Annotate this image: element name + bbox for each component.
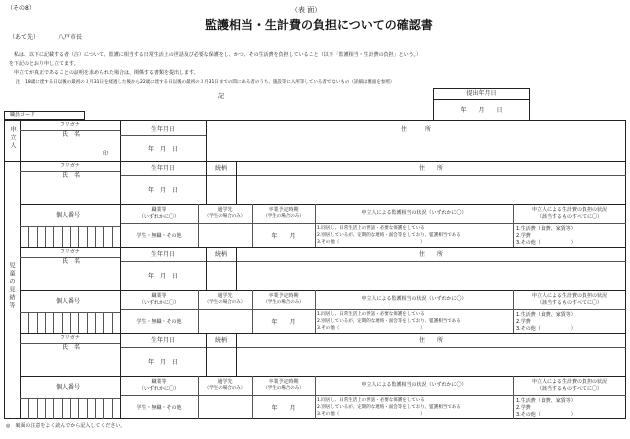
child-care-header: 申立人による監護相当の状況（いずれかに〇） bbox=[361, 382, 467, 388]
child-birth-header: 生年月日 bbox=[150, 337, 175, 344]
child-furigana-label: フリガナ bbox=[60, 335, 80, 341]
child-care-header: 申立人による監護相当の状況（いずれかに〇） bbox=[361, 296, 467, 302]
child-care-option[interactable]: 2.別居しているが、定期的な連絡・面会等をしており、監護相当である bbox=[317, 405, 461, 410]
child-cost-option[interactable]: 3.その他（ ） bbox=[516, 240, 576, 246]
child-cost-option[interactable]: 2.学費 bbox=[516, 319, 531, 325]
child-birth-field[interactable]: 年 月 日 bbox=[147, 187, 178, 194]
child-relation-header: 続柄 bbox=[214, 165, 227, 172]
child-occupation-sub: （いずれかに〇） bbox=[138, 214, 179, 220]
child-relation-field[interactable] bbox=[207, 262, 235, 289]
child-name-field[interactable] bbox=[22, 266, 118, 288]
child-school-field[interactable] bbox=[199, 396, 251, 418]
child-name-label: 氏 名 bbox=[62, 344, 81, 351]
child-personal-number-label: 個人番号 bbox=[56, 212, 81, 219]
child-occupation-header: 職業等 bbox=[151, 207, 167, 213]
child-name-field[interactable] bbox=[22, 180, 118, 202]
child-grad-sub: （学生の場合のみ） bbox=[263, 386, 304, 391]
applicant-address-header: 住 所 bbox=[400, 126, 431, 133]
child-school-header: 通学先 bbox=[217, 379, 233, 385]
child-birth-field[interactable]: 年 月 日 bbox=[147, 273, 178, 280]
child-birth-header: 生年月日 bbox=[150, 165, 175, 172]
addressee-label: （あて先） bbox=[9, 34, 40, 41]
child-school-sub: （学生の場合のみ） bbox=[204, 386, 246, 391]
footer-note: ◎ 裏面の注意をよく読んでから記入してください。 bbox=[6, 423, 126, 429]
child-cost-sub: （該当するものすべてに〇） bbox=[537, 214, 602, 220]
child-occupation-sub: （いずれかに〇） bbox=[138, 386, 179, 392]
child-care-option[interactable]: 2.別居しているが、定期的な連絡・面会等をしており、監護相当である bbox=[317, 319, 461, 324]
child-cost-header: 申立人による生計費の負担の状況 bbox=[531, 207, 607, 213]
child-school-sub: （学生の場合のみ） bbox=[204, 214, 246, 219]
document-title: 監護相当・生計費の負担についての確認書 bbox=[205, 18, 433, 32]
child-name-label: 氏 名 bbox=[62, 258, 81, 265]
child-name-field[interactable] bbox=[22, 352, 118, 374]
child-grad-sub: （学生の場合のみ） bbox=[263, 300, 304, 305]
child-grad-field[interactable]: 年 月 bbox=[271, 405, 296, 412]
children-side-label: 児童の見結等 bbox=[8, 262, 15, 310]
applicant-side-label: 申立人 bbox=[9, 126, 16, 150]
child-cost-option[interactable]: 1.生活費（食費、家賃等） bbox=[516, 226, 576, 232]
body-line-1: 私は、以下に記載する者（注）について、監護に相当する日常生活上の世話及び必要な保護をし、かつ、その生活費を負担していること（以下「監護相当・生計費の負担」という。） bbox=[14, 52, 422, 58]
child-personal-number-label: 個人番号 bbox=[56, 384, 81, 391]
child-care-header: 申立人による監護相当の状況（いずれかに〇） bbox=[361, 210, 467, 216]
child-address-header: 住 所 bbox=[418, 165, 443, 172]
child-cost-option[interactable]: 1.生活費（食費、家賃等） bbox=[516, 398, 576, 404]
submit-date-label: 提出年月日 bbox=[466, 90, 497, 97]
child-cost-header: 申立人による生計費の負担の状況 bbox=[531, 379, 607, 385]
child-cost-option[interactable]: 3.その他（ ） bbox=[516, 412, 576, 418]
child-address-field[interactable] bbox=[238, 262, 624, 289]
child-cost-sub: （該当するものすべてに〇） bbox=[537, 300, 602, 306]
applicant-birth-header: 生年月日 bbox=[150, 126, 175, 133]
child-cost-option[interactable]: 3.その他（ ） bbox=[516, 326, 576, 332]
office-code-label: 職員コード bbox=[10, 112, 36, 118]
child-relation-header: 続柄 bbox=[214, 337, 227, 344]
applicant-furigana-label: フリガナ bbox=[60, 122, 80, 128]
child-school-header: 通学先 bbox=[217, 293, 233, 299]
child-grad-field[interactable]: 年 月 bbox=[271, 319, 296, 326]
form-number: （その8） bbox=[7, 5, 35, 12]
child-occupation-options[interactable]: 学生・無職・その他 bbox=[136, 319, 182, 325]
child-occupation-options[interactable]: 学生・無職・その他 bbox=[136, 233, 182, 239]
applicant-address-field[interactable] bbox=[208, 136, 624, 160]
body-note: 注 18歳に達する日以後の最初の３月31日を経過した後から22歳に達する日以後の最初の３月31日までの間にある者のうち、施設等に入所等している者でないもの（詳細は裏面を参照） bbox=[16, 80, 395, 85]
child-relation-field[interactable] bbox=[207, 176, 235, 203]
child-care-option[interactable]: 2.別居しているが、定期的な連絡・面会等をしており、監護相当である bbox=[317, 233, 461, 238]
ki-label: 記 bbox=[218, 93, 225, 100]
child-school-field[interactable] bbox=[199, 310, 251, 332]
child-occupation-header: 職業等 bbox=[151, 293, 167, 299]
child-care-option[interactable]: 1.同居し、日常生活上の世話・必要な保護をしている bbox=[317, 226, 425, 231]
child-cost-header: 申立人による生計費の負担の状況 bbox=[531, 293, 607, 299]
child-care-option[interactable]: 1.同居し、日常生活上の世話・必要な保護をしている bbox=[317, 398, 425, 403]
child-school-sub: （学生の場合のみ） bbox=[204, 300, 246, 305]
applicant-name-field[interactable] bbox=[22, 139, 118, 159]
child-care-option[interactable]: 3.その他（ ） bbox=[317, 240, 425, 245]
child-cost-sub: （該当するものすべてに〇） bbox=[537, 386, 602, 392]
child-address-field[interactable] bbox=[238, 176, 624, 203]
side-label: （表 面） bbox=[291, 6, 322, 14]
child-relation-field[interactable] bbox=[207, 348, 235, 375]
child-birth-header: 生年月日 bbox=[150, 251, 175, 258]
child-school-field[interactable] bbox=[199, 224, 251, 246]
applicant-name-label: 氏 名 bbox=[62, 131, 81, 138]
addressee-name: 八戸市長 bbox=[58, 34, 83, 41]
child-school-header: 通学先 bbox=[217, 207, 233, 213]
child-care-option[interactable]: 3.その他（ ） bbox=[317, 412, 425, 417]
child-cost-option[interactable]: 1.生活費（食費、家賃等） bbox=[516, 312, 576, 318]
child-birth-field[interactable]: 年 月 日 bbox=[147, 359, 178, 366]
child-address-header: 住 所 bbox=[418, 251, 443, 258]
child-cost-option[interactable]: 2.学費 bbox=[516, 405, 531, 411]
child-personal-number-label: 個人番号 bbox=[56, 298, 81, 305]
child-grad-sub: （学生の場合のみ） bbox=[263, 214, 304, 219]
child-grad-header: 卒業予定時期 bbox=[268, 379, 299, 385]
child-relation-header: 続柄 bbox=[214, 251, 227, 258]
child-cost-option[interactable]: 2.学費 bbox=[516, 233, 531, 239]
child-occupation-options[interactable]: 学生・無職・その他 bbox=[136, 405, 182, 411]
child-address-field[interactable] bbox=[238, 348, 624, 375]
child-occupation-header: 職業等 bbox=[151, 379, 167, 385]
child-grad-field[interactable]: 年 月 bbox=[271, 233, 296, 240]
child-care-option[interactable]: 3.その他（ ） bbox=[317, 326, 425, 331]
applicant-birth-field[interactable]: 年 月 日 bbox=[147, 146, 178, 153]
child-grad-header: 卒業予定時期 bbox=[268, 293, 299, 299]
child-care-option[interactable]: 1.同居し、日常生活上の世話・必要な保護をしている bbox=[317, 312, 425, 317]
body-line-3: 申立てが真正であることの証明を求められた場合は、関係する書類を提出します。 bbox=[14, 70, 199, 76]
child-furigana-label: フリガナ bbox=[60, 249, 80, 255]
body-line-2: を下記のとおり申し立てます。 bbox=[9, 61, 79, 67]
child-grad-header: 卒業予定時期 bbox=[268, 207, 299, 213]
child-furigana-label: フリガナ bbox=[60, 163, 80, 169]
submit-date-field[interactable]: 年 月 日 bbox=[460, 107, 503, 114]
child-address-header: 住 所 bbox=[418, 337, 443, 344]
applicant-seal-label: 印 bbox=[103, 151, 109, 157]
child-name-label: 氏 名 bbox=[62, 172, 81, 179]
child-occupation-sub: （いずれかに〇） bbox=[138, 300, 179, 306]
